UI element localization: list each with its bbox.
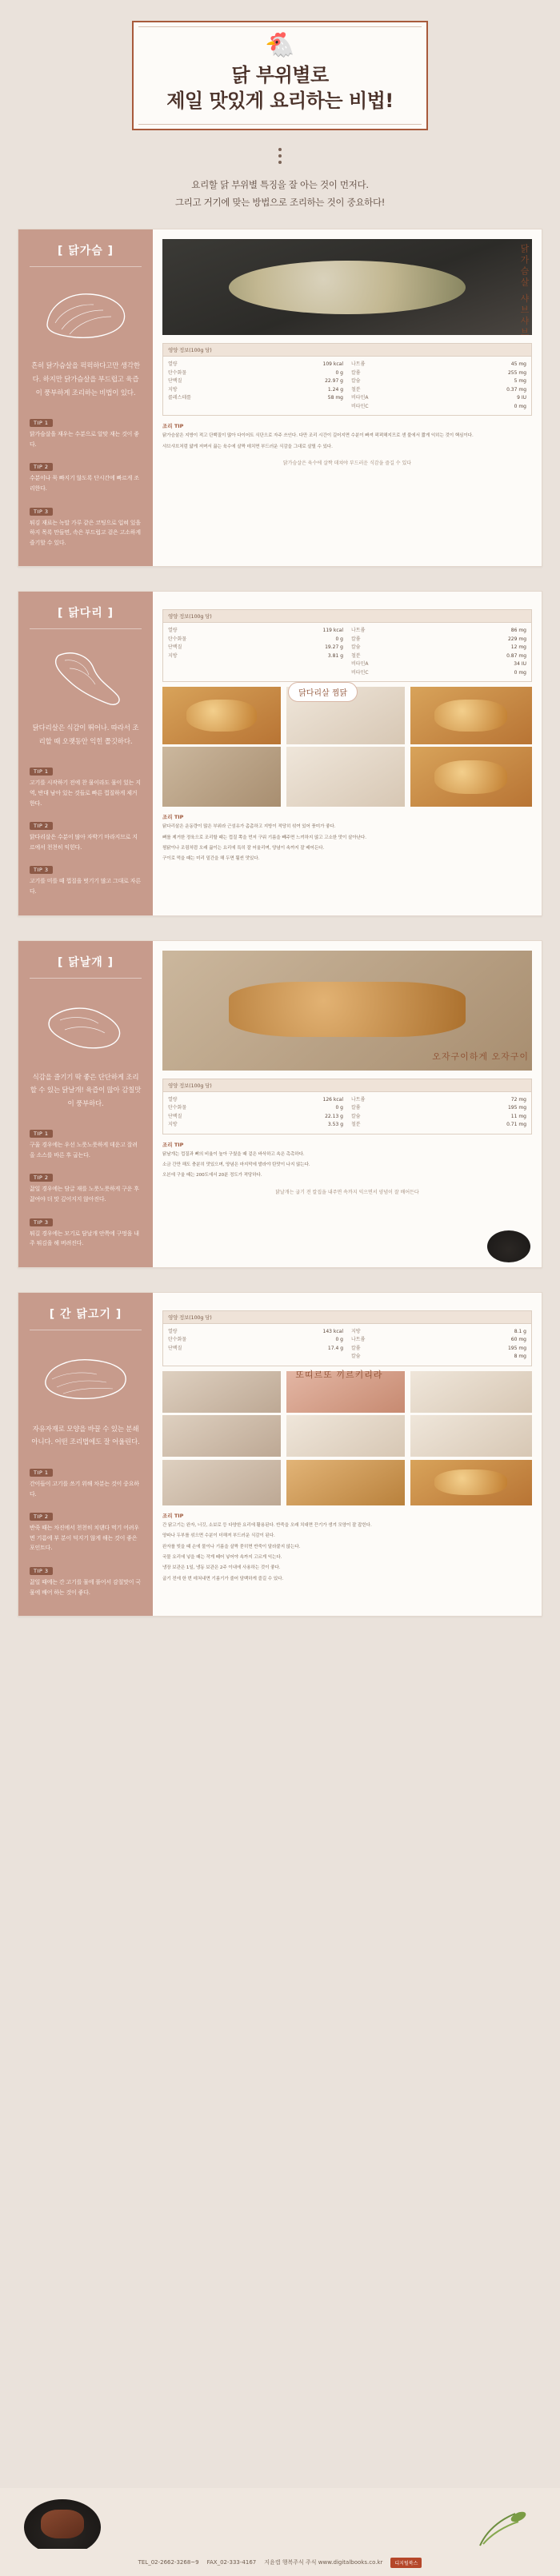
ground-chicken-illustration [30, 1342, 142, 1415]
nutrition-col-right: 나트륨 86 mg 칼륨 229 mg 칼슘 12 mg 철분 0.87 mg 비타민A 34 IU 비타민C 0 mg [351, 628, 526, 676]
note-paragraph: 뼈를 제거한 정육으로 조리할 때는 껍질 쪽을 먼저 구워 기름을 빼주면 느끼하지 않고 고소한 맛이 살아난다. [162, 835, 366, 840]
tip-item [30, 1462, 142, 1499]
tip-badge: TIP 3 [30, 508, 53, 516]
photo-cell [162, 1415, 281, 1457]
section-title: [ 닭다리 ] [30, 604, 142, 629]
tip-text: 닭다리살은 수분이 많아 자박기 마라지므로 지르에서 천천히 익힌다. [30, 834, 138, 851]
note-paragraph: 구이로 먹을 때는 미리 밑간을 해 두면 훨씬 맛있다. [162, 856, 260, 862]
photo-cell [286, 1460, 405, 1505]
tip-badge: TIP 3 [30, 1567, 53, 1575]
section-left-panel [18, 229, 153, 566]
photo-cell [286, 1415, 405, 1457]
note-paragraph: 닭날개는 껍질과 뼈의 비율이 높아 구웠을 때 겉은 바삭하고 속은 촉촉하다. [162, 1151, 305, 1157]
photo-cell [162, 747, 281, 807]
leg-illustration [30, 640, 142, 714]
cooking-note [162, 813, 532, 863]
note-paragraph: 굽기 전에 한 번 데쳐내면 기름기가 줄어 담백하게 즐길 수 있다. [162, 1576, 284, 1581]
note-paragraph: 찜닭이나 조림처럼 오래 끓이는 요리에 특히 잘 어울리며, 양념이 속까지 잘 배어든다. [162, 846, 325, 851]
photo-cell [410, 1415, 532, 1457]
section-right-panel [153, 1293, 542, 1616]
section-footnote: 닭가슴살은 육수에 살짝 데쳐야 부드러운 식감을 즐길 수 있다 [282, 461, 412, 467]
nutrition-table [162, 343, 532, 416]
nutrition-body [163, 357, 531, 415]
footer-tel: TEL_02-2662-3268~9 [138, 2559, 199, 2566]
nutrition-col-right: 지방 8.1 g 나트륨 60 mg 칼륨 195 mg 칼슘 8 mg [351, 1328, 526, 1360]
photo-cell [286, 747, 405, 807]
note-paragraph: 국물 요리에 넣을 때는 작게 떼어 넣어야 속까지 고르게 익는다. [162, 1554, 282, 1560]
section-title: [ 간 닭고기 ] [30, 1306, 142, 1330]
tip-item [30, 1506, 142, 1553]
tip-item [30, 815, 142, 852]
cooking-note [162, 1141, 532, 1180]
note-body [162, 1521, 532, 1583]
section-footnote: 닭날개는 굽기 전 칼집을 내주면 속까지 익으면서 양념이 잘 배어든다 [275, 1189, 419, 1195]
nutrition-col-left: 열량 143 kcal 탄수화물 0 g 단백질 17.4 g [168, 1328, 343, 1351]
section-chicken-wing [18, 940, 542, 1268]
tip-item [30, 457, 142, 493]
footer-contact-bar [0, 2549, 560, 2576]
tip-text: 닭가슴살을 재우는 수분으로 알맞 재는 것이 좋다. [30, 431, 139, 448]
tip-badge: TIP 1 [30, 768, 53, 776]
note-body [162, 432, 532, 451]
section-right-panel [153, 592, 542, 915]
photo-cell [162, 1460, 281, 1505]
section-description: 흔히 닭가슴살을 퍽퍽하다고만 생각한다. 하지만 닭가슴살을 부드럽고 육즙이 풍부하게 조리하는 비법이 있다. [31, 362, 140, 397]
tip-text: 고기를 미를 때 껍질을 벗기기 많고 그대로 자른다. [30, 878, 141, 895]
dot [278, 154, 282, 158]
tip-badge: TIP 3 [30, 1218, 53, 1226]
nutrition-col-right: 나트륨 45 mg 칼륨 255 mg 칼슘 5 mg 철분 0.37 mg 비타민A 9 IU 비타민C 0 mg [351, 361, 526, 409]
photo-cell [162, 1371, 281, 1413]
tip-item [30, 413, 142, 449]
cooking-note [162, 1512, 532, 1583]
page-title [142, 62, 418, 114]
tip-badge: TIP 2 [30, 463, 53, 471]
photo-cell [410, 687, 532, 744]
section-chicken-breast [18, 229, 542, 567]
photo-collage-ground [162, 1371, 532, 1505]
lead-line-2: 그리고 거기에 맞는 방법으로 조리하는 것이 중요하다! [174, 196, 386, 208]
tip-badge: TIP 1 [30, 1469, 53, 1477]
tip-item [30, 1123, 142, 1160]
note-paragraph: 소금 간만 해도 충분히 맛있으며, 양념은 마지막에 발라야 탄맛이 나지 않는다. [162, 1162, 310, 1167]
tip-text: 튀김 재료는 녹말 가루 같은 코팅으로 입혀 있을 하지 목록 만들면, 속은 부드럽고 겉은 고소하게 즐기할 수 있다. [30, 519, 141, 546]
tip-text: 반죽 때는 차진에서 천천히 치댄다 먹기 어려우면 기름에 부 분이 덕지기 않게 해는 것이 좋은 포인트다. [30, 1525, 139, 1552]
tip-text: 끓일 때에는 간 고기를 물에 풀어서 감칠맛이 국물에 배어 하는 것이 좋다. [30, 1578, 141, 1596]
lead-text [0, 177, 560, 229]
tip-text: 튀길 경우에는 모기로 담날개 안쪽에 구멍을 내주 튀김을 해 버려진다. [30, 1230, 139, 1247]
note-paragraph: 닭가슴살은 지방이 적고 단백질이 많아 다이어트 식단으로 자주 쓰인다. 다만 조리 시간이 길어지면 수분이 빠져 퍽퍽해지므로 센 불에서 짧게 익히는 것이 핵심이다. [162, 433, 474, 439]
dot [278, 161, 282, 164]
nutrition-header: 영양 정보(100g 당) [163, 1311, 531, 1324]
chicken-icon: 🐔 [265, 31, 295, 59]
title-frame [132, 21, 428, 130]
note-title: 조리 TIP [162, 814, 184, 821]
section-description: 식감을 즐기기 딱 좋은 단단하게 조리할 수 있는 닭날개! 육즙이 많아 감칠맛이 풍부하다. [30, 1073, 142, 1108]
note-paragraph: 닭다리살은 운동량이 많은 부위라 근섬유가 촘촘하고 지방이 적당히 섞여 있어 풍미가 좋다. [162, 824, 336, 830]
footer [0, 2488, 560, 2576]
section-left-panel [18, 941, 153, 1267]
note-paragraph: 양파나 두부를 섞으면 수분이 더해져 부드러운 식감이 된다. [162, 1533, 275, 1539]
breast-illustration [30, 278, 142, 352]
section-left-panel [18, 592, 153, 915]
dot-divider [0, 148, 560, 164]
section-right-panel [153, 941, 542, 1267]
section-title: [ 닭날개 ] [30, 954, 142, 979]
tip-item [30, 1167, 142, 1204]
handwritten-label: 닭가슴살 샤브샤브 [519, 244, 530, 339]
callout-bubble: 닭다리살 찜닭 [288, 682, 358, 702]
note-paragraph: 냉장 보관은 1일, 냉동 보관은 2주 이내에 사용하는 것이 좋다. [162, 1565, 281, 1571]
note-body [162, 1150, 532, 1180]
header [0, 0, 560, 229]
section-right-panel [153, 229, 542, 566]
handwritten-label: 오자구이하게 오자구이 [432, 1051, 529, 1062]
tip-badge: TIP 1 [30, 419, 53, 427]
nutrition-col-left: 열량 119 kcal 탄수화물 0 g 단백질 19.27 g 지방 3.81 g [168, 628, 343, 659]
note-paragraph: 오븐에 구울 때는 200도에서 20분 정도가 적당하다. [162, 1173, 262, 1178]
section-left-panel [18, 1293, 153, 1616]
nutrition-table [162, 1079, 532, 1134]
nutrition-col-right: 나트륨 72 mg 칼륨 195 mg 칼슘 11 mg 철분 0.71 mg [351, 1096, 526, 1128]
tip-item [30, 859, 142, 896]
section-description: 닭다리살은 식감이 뛰어나. 따라서 조리할 때 오랫동안 익힌 쫄깃하다. [32, 724, 139, 746]
section-chicken-leg [18, 591, 542, 915]
note-title: 조리 TIP [162, 1141, 184, 1148]
note-title: 조리 TIP [162, 1512, 184, 1519]
title-line-1: 닭 부위별로 [231, 64, 329, 86]
tip-text: 구울 경우에는 우선 노릇노릇하게 데운고 잘려올 소스를 바른 후 굽는다. [30, 1142, 138, 1158]
tip-item [30, 501, 142, 548]
footer-vegetable-decoration [472, 2507, 528, 2552]
note-body [162, 823, 532, 863]
nutrition-header: 영양 정보(100g 당) [163, 344, 531, 357]
tip-badge: TIP 3 [30, 866, 53, 874]
cooking-note [162, 422, 532, 451]
lead-line-1: 요리할 닭 부위별 특징을 잘 아는 것이 먼저다. [191, 178, 369, 190]
tip-badge: TIP 2 [30, 1174, 53, 1182]
tip-item [30, 1561, 142, 1597]
photo-cell [410, 1371, 532, 1413]
nutrition-body [163, 623, 531, 681]
tip-badge: TIP 1 [30, 1130, 53, 1138]
nutrition-body [163, 1092, 531, 1134]
note-paragraph: 간 닭고기는 완자, 너깃, 소보로 등 다양한 요리에 활용된다. 반죽을 오래 치대면 끈기가 생겨 모양이 잘 잡힌다. [162, 1522, 372, 1528]
tip-badge: TIP 2 [30, 1513, 53, 1521]
nutrition-header: 영양 정보(100g 당) [163, 610, 531, 623]
tip-badge: TIP 2 [30, 822, 53, 830]
tips-list [30, 761, 142, 896]
photo-dark-plate [487, 1230, 530, 1262]
tips-list [30, 1123, 142, 1249]
photo-cell [410, 747, 532, 807]
section-description: 자유자재로 모양을 바꿀 수 있는 분쇄 아니다. 어떤 조리법에도 잘 어울린다. [31, 1425, 140, 1447]
photo-cell [410, 1460, 532, 1505]
nutrition-table [162, 1310, 532, 1366]
section-ground-chicken [18, 1292, 542, 1617]
tip-text: 수분이나 묵 빠지기 않도록 단시간에 빠르게 조리한다. [30, 475, 139, 492]
photo-chicken-soup [162, 239, 532, 335]
section-title: [ 닭가슴 ] [30, 242, 142, 267]
title-line-2: 제일 맛있게 요리하는 비법! [166, 90, 394, 113]
handwritten-label: 또띠르또 끼르키리라 [295, 1369, 383, 1380]
tip-text: 끓일 경우에는 담글 재를 노릇노릇하게 구운 후 끓여야 더 맛 깊어지지 않아진다. [30, 1186, 139, 1203]
footer-fax: FAX_02-333-4167 [206, 2559, 257, 2566]
nutrition-col-left: 열량 109 kcal 탄수화물 0 g 단백질 22.97 g 지방 1.24 g 콜레스테롤 58 mg [168, 361, 343, 401]
nutrition-body [163, 1324, 531, 1366]
tip-text: 간이들이 고기를 쓰기 위해 차분는 것이 중요하다. [30, 1480, 139, 1497]
tip-item [30, 1212, 142, 1249]
note-paragraph: 완자를 빚을 때 손에 물이나 기름을 살짝 묻히면 반죽이 달라붙지 않는다. [162, 1544, 301, 1549]
note-title: 조리 TIP [162, 423, 184, 430]
tips-list [30, 1462, 142, 1597]
dot [278, 148, 282, 151]
publisher-logo: 디지털북스 [390, 2558, 422, 2568]
photo-cell [162, 687, 281, 744]
note-paragraph: 샤브샤브처럼 얇게 저며서 끓는 육수에 살짝 데치면 부드러운 식감을 그대로 살릴 수 있다. [162, 444, 333, 449]
footer-dish-photo [24, 2499, 101, 2555]
nutrition-table [162, 609, 532, 682]
wing-illustration [30, 990, 142, 1063]
tip-item [30, 761, 142, 808]
tip-text: 고기를 시작하기 전에 찬 물이라도 물이 있는 지역, 반대 남아 있는 것들로 빠른 껍질하게 제거한다. [30, 780, 141, 807]
nutrition-col-left: 열량 126 kcal 탄수화물 0 g 단백질 22.13 g 지방 3.53 g [168, 1096, 343, 1128]
footer-site: 지윤캡 행복주식 주식 www.digitalbooks.co.kr [264, 2559, 383, 2566]
tips-list [30, 413, 142, 548]
photo-collage-leg [162, 687, 532, 807]
nutrition-header: 영양 정보(100g 당) [163, 1079, 531, 1092]
